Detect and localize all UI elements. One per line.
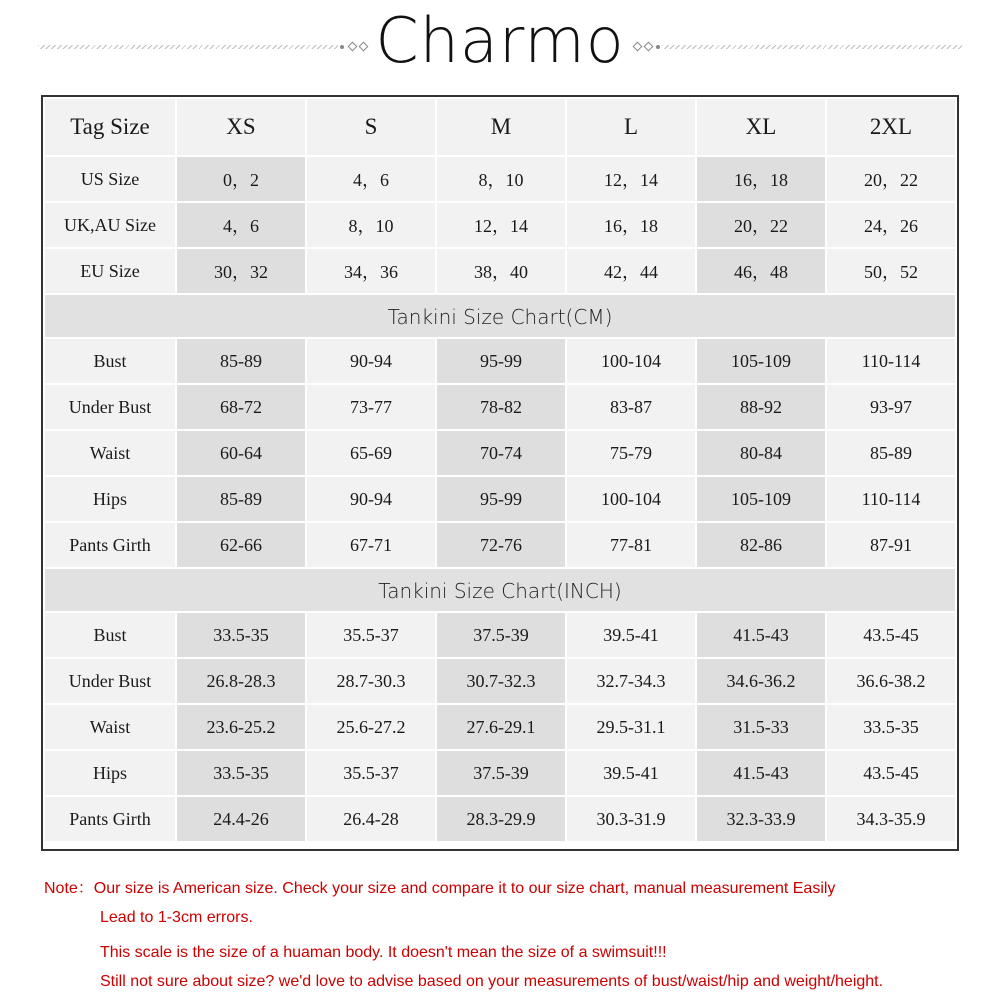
table-row bbox=[45, 613, 955, 657]
decorative-dot bbox=[656, 45, 660, 49]
table-cell: 105-109 bbox=[697, 477, 825, 521]
table-cell: 4，6 bbox=[307, 157, 435, 201]
table-cell: 0，2 bbox=[177, 157, 305, 201]
table-cell: 60-64 bbox=[177, 431, 305, 475]
table-cell: 8，10 bbox=[307, 203, 435, 247]
table-cell: 83-87 bbox=[567, 385, 695, 429]
section-title bbox=[45, 295, 955, 337]
row-label: EU Size bbox=[45, 249, 175, 293]
table-cell: 33.5-35 bbox=[827, 705, 955, 749]
table-cell: 30.3-31.9 bbox=[567, 797, 695, 841]
table-cell: 90-94 bbox=[307, 477, 435, 521]
table-cell: 28.3-29.9 bbox=[437, 797, 565, 841]
row-label: Under Bust bbox=[45, 659, 175, 703]
table-row bbox=[45, 751, 955, 795]
table-cell: 95-99 bbox=[437, 339, 565, 383]
table-cell: 31.5-33 bbox=[697, 705, 825, 749]
table-cell: 39.5-41 bbox=[567, 751, 695, 795]
table-cell: 88-92 bbox=[697, 385, 825, 429]
table-cell: 50，52 bbox=[827, 249, 955, 293]
row-label: Tag Size bbox=[45, 99, 175, 155]
table-cell: 78-82 bbox=[437, 385, 565, 429]
column-header: L bbox=[567, 99, 695, 155]
section-title bbox=[45, 569, 955, 611]
table-header-row bbox=[45, 99, 955, 155]
table-cell: 8，10 bbox=[437, 157, 565, 201]
header bbox=[0, 0, 1000, 90]
table-row bbox=[45, 431, 955, 475]
row-label: Hips bbox=[45, 477, 175, 521]
row-label: US Size bbox=[45, 157, 175, 201]
table-cell: 20，22 bbox=[827, 157, 955, 201]
table-row bbox=[45, 477, 955, 521]
table-cell: 95-99 bbox=[437, 477, 565, 521]
table-row bbox=[45, 385, 955, 429]
table-cell: 26.8-28.3 bbox=[177, 659, 305, 703]
table-cell: 100-104 bbox=[567, 339, 695, 383]
table-cell: 33.5-35 bbox=[177, 613, 305, 657]
row-label: Waist bbox=[45, 705, 175, 749]
table-cell: 16，18 bbox=[567, 203, 695, 247]
table-cell: 25.6-27.2 bbox=[307, 705, 435, 749]
table-cell: 82-86 bbox=[697, 523, 825, 567]
table-cell: 110-114 bbox=[827, 339, 955, 383]
brand-logo: Charmo bbox=[375, 4, 625, 77]
row-label: Hips bbox=[45, 751, 175, 795]
table-cell: 29.5-31.1 bbox=[567, 705, 695, 749]
table-cell: 77-81 bbox=[567, 523, 695, 567]
table-cell: 90-94 bbox=[307, 339, 435, 383]
column-header: M bbox=[437, 99, 565, 155]
table-cell: 33.5-35 bbox=[177, 751, 305, 795]
table-cell: 35.5-37 bbox=[307, 751, 435, 795]
table-cell: 72-76 bbox=[437, 523, 565, 567]
note-line: Still not sure about size? we'd love to advise based on your measurements of bust/waist/hip and weight/height. bbox=[100, 973, 884, 990]
table-row bbox=[45, 339, 955, 383]
table-cell: 30.7-32.3 bbox=[437, 659, 565, 703]
table-cell: 30，32 bbox=[177, 249, 305, 293]
row-label: Waist bbox=[45, 431, 175, 475]
table-cell: 67-71 bbox=[307, 523, 435, 567]
table-cell: 28.7-30.3 bbox=[307, 659, 435, 703]
table-row bbox=[45, 203, 955, 247]
table-cell: 20，22 bbox=[697, 203, 825, 247]
section-title-row bbox=[45, 569, 955, 611]
notes bbox=[44, 874, 984, 996]
row-label: Bust bbox=[45, 613, 175, 657]
table-cell: 68-72 bbox=[177, 385, 305, 429]
table-cell: 39.5-41 bbox=[567, 613, 695, 657]
table-cell: 70-74 bbox=[437, 431, 565, 475]
table-cell: 85-89 bbox=[827, 431, 955, 475]
table-cell: 42，44 bbox=[567, 249, 695, 293]
table-cell: 37.5-39 bbox=[437, 751, 565, 795]
table-cell: 4，6 bbox=[177, 203, 305, 247]
table-cell: 23.6-25.2 bbox=[177, 705, 305, 749]
table-row bbox=[45, 523, 955, 567]
row-label: Bust bbox=[45, 339, 175, 383]
table-cell: 41.5-43 bbox=[697, 613, 825, 657]
row-label: UK,AU Size bbox=[45, 203, 175, 247]
table-cell: 93-97 bbox=[827, 385, 955, 429]
column-header: XS bbox=[177, 99, 305, 155]
table-cell: 37.5-39 bbox=[437, 613, 565, 657]
section-title-text: Tankini Size Chart(CM) bbox=[387, 305, 613, 329]
section-title-text: Tankini Size Chart(INCH) bbox=[378, 579, 622, 603]
column-header: S bbox=[307, 99, 435, 155]
table-cell: 75-79 bbox=[567, 431, 695, 475]
table-row bbox=[45, 705, 955, 749]
note-line: This scale is the size of a huaman body. It doesn't mean the size of a swimsuit!!! bbox=[100, 944, 667, 961]
decorative-line-right bbox=[662, 45, 962, 49]
table-row bbox=[45, 797, 955, 841]
table-cell: 34.6-36.2 bbox=[697, 659, 825, 703]
table-row bbox=[45, 157, 955, 201]
table-cell: 73-77 bbox=[307, 385, 435, 429]
table-cell: 35.5-37 bbox=[307, 613, 435, 657]
table-cell: 16，18 bbox=[697, 157, 825, 201]
table-cell: 80-84 bbox=[697, 431, 825, 475]
table-cell: 26.4-28 bbox=[307, 797, 435, 841]
size-chart-table bbox=[41, 95, 959, 851]
table-cell: 46，48 bbox=[697, 249, 825, 293]
table-cell: 85-89 bbox=[177, 339, 305, 383]
note-line: Note：Our size is American size. Check your size and compare it to our size chart, manual measurement Easily bbox=[44, 880, 836, 897]
table-row bbox=[45, 659, 955, 703]
table-cell: 32.3-33.9 bbox=[697, 797, 825, 841]
note-line: Lead to 1-3cm errors. bbox=[100, 909, 253, 926]
table-cell: 12，14 bbox=[437, 203, 565, 247]
table-cell: 34，36 bbox=[307, 249, 435, 293]
table-cell: 43.5-45 bbox=[827, 751, 955, 795]
table-cell: 32.7-34.3 bbox=[567, 659, 695, 703]
table-cell: 41.5-43 bbox=[697, 751, 825, 795]
table-cell: 100-104 bbox=[567, 477, 695, 521]
table-cell: 105-109 bbox=[697, 339, 825, 383]
table-cell: 62-66 bbox=[177, 523, 305, 567]
table-cell: 38，40 bbox=[437, 249, 565, 293]
table-cell: 85-89 bbox=[177, 477, 305, 521]
table-cell: 27.6-29.1 bbox=[437, 705, 565, 749]
table-cell: 65-69 bbox=[307, 431, 435, 475]
row-label: Pants Girth bbox=[45, 797, 175, 841]
row-label: Pants Girth bbox=[45, 523, 175, 567]
table-row bbox=[45, 249, 955, 293]
row-label: Under Bust bbox=[45, 385, 175, 429]
table-cell: 36.6-38.2 bbox=[827, 659, 955, 703]
table-cell: 12，14 bbox=[567, 157, 695, 201]
table-cell: 24，26 bbox=[827, 203, 955, 247]
table-cell: 34.3-35.9 bbox=[827, 797, 955, 841]
column-header: XL bbox=[697, 99, 825, 155]
table-cell: 24.4-26 bbox=[177, 797, 305, 841]
section-title-row bbox=[45, 295, 955, 337]
column-header: 2XL bbox=[827, 99, 955, 155]
table-cell: 110-114 bbox=[827, 477, 955, 521]
table-cell: 87-91 bbox=[827, 523, 955, 567]
table-cell: 43.5-45 bbox=[827, 613, 955, 657]
